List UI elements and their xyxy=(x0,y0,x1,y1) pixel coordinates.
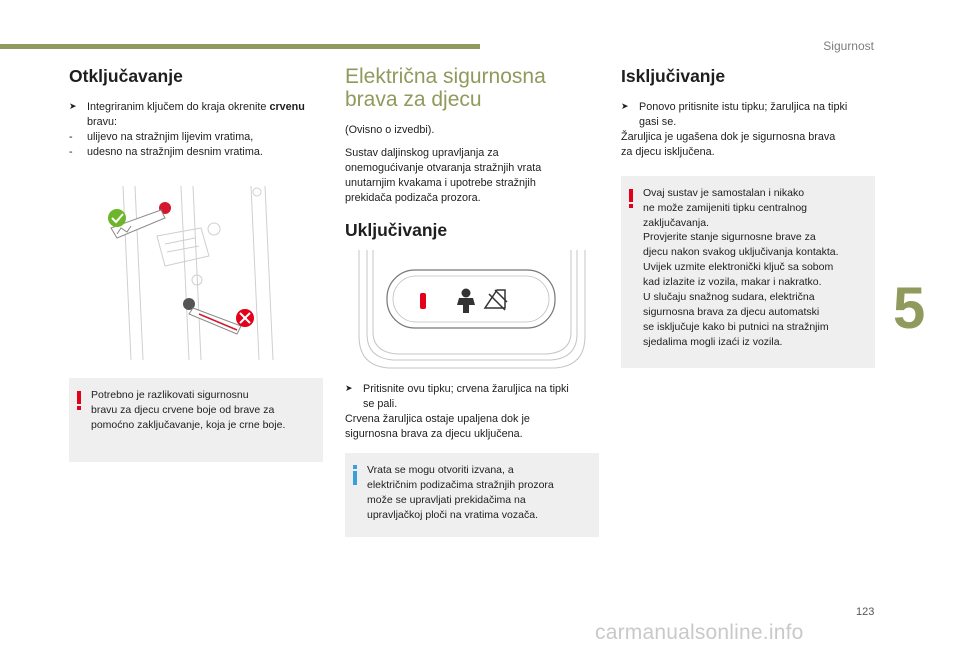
warning-box xyxy=(621,176,875,368)
bullet-text: se pali. xyxy=(363,397,398,410)
bullet-bold-text: crvenu xyxy=(269,101,305,114)
bullet-text: Ponovo pritisnite istu tipku; žaruljica na tipki xyxy=(639,101,848,114)
bullet-text: Pritisnite ovu tipku; crvena žaruljica na tipki xyxy=(363,382,569,395)
bullet-arrow-icon: ➤ xyxy=(69,101,77,112)
heading-switching-off: Isključivanje xyxy=(621,66,726,86)
warning-line: kad izlazite iz vozila, makar i nakratko. xyxy=(643,276,822,289)
watermark-text: carmanualsonline.info xyxy=(595,621,804,644)
warning-line: Ovaj sustav je samostalan i nikako xyxy=(643,186,805,199)
warning-line: sjedalima mogli izaći iz vozila. xyxy=(643,335,783,348)
warning-line: U slučaju snažnog sudara, električna xyxy=(643,291,815,304)
info-line: Vrata se mogu otvoriti izvana, a xyxy=(367,464,514,477)
warning-line: sigurnosna brava za djecu automatski xyxy=(643,305,820,318)
warning-line: djecu nakon svakog uključivanja kontakta. xyxy=(643,246,839,259)
warning-line: Uvijek uzmite elektronički ključ sa sobom xyxy=(643,261,834,274)
bullet-text: gasi se. xyxy=(639,116,677,129)
system-description: Sustav daljinskog upravljanja za onemogućivanje otvaranja stražnjih vrata unutarnjim kvakama i upotrebe stražnjih prekidača podizača prozora. xyxy=(345,147,542,204)
status-note: Crvena žaruljica ostaje upaljena dok je sigurnosna brava za djecu uključena. xyxy=(345,412,530,440)
dash-item: - ulijevo na stražnjim lijevim vratima, xyxy=(69,130,254,143)
child-lock-button-illustration xyxy=(345,250,599,374)
heading-line: brava za djecu xyxy=(345,87,482,111)
info-icon xyxy=(351,465,359,485)
section-label: Sigurnost xyxy=(823,39,874,53)
dash-text: ulijevo na stražnjim lijevim vratima, xyxy=(87,130,254,143)
bullet-arrow-icon: ➤ xyxy=(345,382,353,393)
heading-switching-on: Uključivanje xyxy=(345,219,448,240)
warning-line: se isključuje kako bi putnici na stražnjim xyxy=(643,320,829,333)
bullet-text-end: bravu: xyxy=(87,116,118,129)
bullet-arrow-icon: ➤ xyxy=(621,101,629,112)
info-box xyxy=(345,453,599,537)
warning-exclamation-icon xyxy=(627,189,635,209)
heading-line: Električna sigurnosna xyxy=(345,65,546,88)
warning-line: Provjerite stanje sigurnosne brave za xyxy=(643,231,816,244)
warning-line: zaključavanja. xyxy=(643,216,709,229)
warning-exclamation-icon xyxy=(75,391,83,411)
info-line: upravljačkoj ploči na vratima vozača. xyxy=(367,509,538,522)
dash-text: udesno na stražnjim desnim vratima. xyxy=(87,145,263,158)
version-note: (Ovisno o izvedbi). xyxy=(345,124,435,137)
info-line: električnim podizačima stražnjih prozora xyxy=(367,479,554,492)
column-unlocking xyxy=(69,62,323,462)
warning-box xyxy=(69,378,323,463)
heading-unlocking: Otključavanje xyxy=(69,66,183,86)
page-number: 123 xyxy=(856,606,875,618)
warning-line: pomoćno zaključavanje, koja je crne boje. xyxy=(91,418,286,431)
status-note: Žaruljica je ugašena dok je sigurnosna brava za djecu isključena. xyxy=(621,130,836,158)
column-switching-off xyxy=(621,62,875,368)
chapter-number: 5 xyxy=(893,276,926,341)
bullet-item xyxy=(69,100,323,130)
heading-electric-lock xyxy=(345,66,599,111)
warning-line: ne može zamijeniti tipku centralnog xyxy=(643,201,808,214)
door-lock-illustration xyxy=(69,184,323,362)
warning-line: Potrebno je razlikovati sigurnosnu xyxy=(91,388,249,401)
column-electric-lock xyxy=(345,62,599,537)
bullet-item xyxy=(621,100,875,130)
bullet-text: Integriranim ključem do kraja okrenite xyxy=(87,101,270,114)
dash-item: - udesno na stražnjim desnim vratima. xyxy=(69,145,263,158)
header-accent-bar xyxy=(0,44,480,49)
bullet-item xyxy=(345,382,599,412)
warning-line: bravu za djecu crvene boje od brave za xyxy=(91,403,275,416)
info-line: može se upravljati prekidačima na xyxy=(367,494,526,507)
